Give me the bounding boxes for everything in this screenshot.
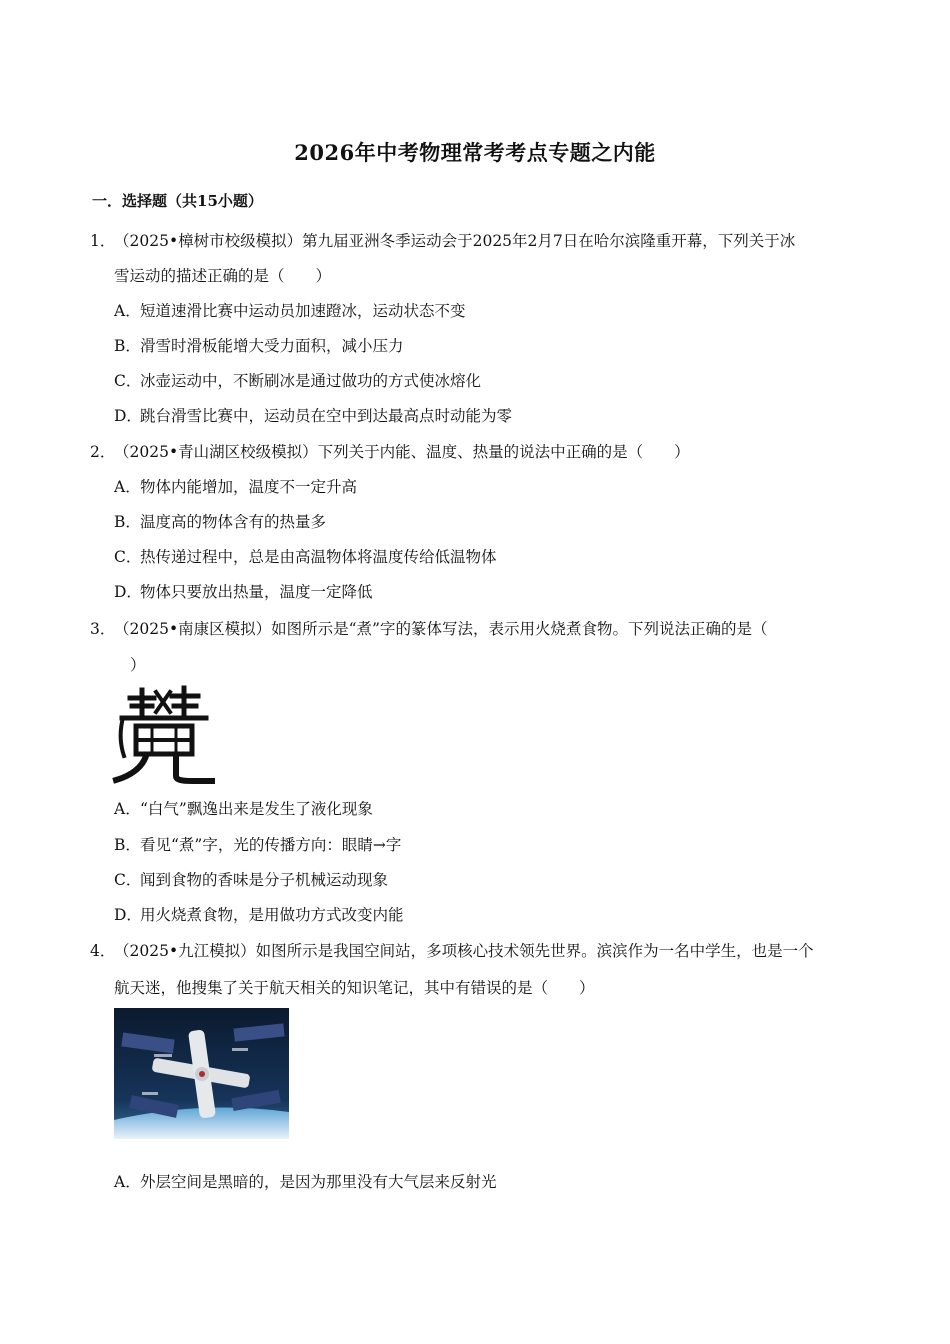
question-2-stem: （2025•青山湖区校级模拟）下列关于内能、温度、热量的说法中正确的是（ ） (114, 443, 690, 461)
question-1-number: 1． (90, 232, 116, 250)
option-text: 物体内能增加，温度不一定升高 (140, 478, 358, 496)
option-label: A． (114, 800, 141, 818)
question-3-option-c (114, 868, 388, 890)
question-2-option-d (114, 580, 373, 602)
question-1-option-b (114, 334, 404, 356)
option-label: A． (114, 478, 141, 496)
option-text: 跳台滑雪比赛中，运动员在空中到达最高点时动能为零 (140, 407, 513, 425)
option-text: 外层空间是黑暗的，是因为那里没有大气层来反射光 (140, 1173, 497, 1191)
option-label: A． (114, 1173, 141, 1191)
option-text: 热传递过程中，总是由高温物体将温度传给低温物体 (140, 548, 497, 566)
option-label: D． (114, 906, 142, 924)
question-4-stem: （2025•九江模拟）如图所示是我国空间站，多项核心技术领先世界。滨滨作为一名中学生，也是一个 (114, 942, 814, 960)
option-text: 冰壶运动中，不断刷冰是通过做功的方式使冰熔化 (140, 372, 482, 390)
question-3-option-b (114, 833, 401, 855)
option-label: A． (114, 302, 141, 320)
space-station-image (114, 1008, 289, 1139)
question-3-stem-cont: ） (130, 656, 146, 674)
option-text: 用火烧煮食物，是用做功方式改变内能 (140, 906, 404, 924)
option-text: 闻到食物的香味是分子机械运动现象 (140, 871, 389, 889)
question-4-option-a (114, 1170, 497, 1192)
question-1-stem: （2025•樟树市校级模拟）第九届亚洲冬季运动会于2025年2月7日在哈尔滨隆重开幕，下列关于冰 (114, 232, 796, 250)
option-label: C． (114, 871, 142, 889)
question-2-option-c (114, 545, 497, 567)
question-1-option-a (114, 299, 466, 321)
option-label: C． (114, 548, 142, 566)
option-label: B． (114, 513, 141, 531)
option-text: 温度高的物体含有的热量多 (140, 513, 327, 531)
option-label: D． (114, 407, 142, 425)
section-heading: 一．选择题（共15小题） (92, 192, 263, 210)
option-label: D． (114, 583, 142, 601)
question-4-number: 4． (90, 942, 116, 960)
question-1-stem-cont: 雪运动的描述正确的是（ ） (114, 267, 332, 285)
question-3-option-d (114, 903, 404, 925)
option-label: C． (114, 372, 142, 390)
question-4-stem-cont: 航天迷，他搜集了关于航天相关的知识笔记，其中有错误的是（ ） (114, 979, 595, 997)
question-2-number: 2． (90, 443, 116, 461)
question-3-number: 3． (90, 620, 116, 638)
option-text: “白气”飘逸出来是发生了液化现象 (140, 800, 373, 818)
question-1-option-c (114, 369, 481, 391)
option-label: B． (114, 836, 141, 854)
question-2-option-a (114, 475, 357, 497)
option-text: 看见“煮”字，光的传播方向：眼睛→字 (140, 836, 402, 854)
question-3-stem: （2025•南康区模拟）如图所示是“煮”字的篆体写法，表示用火烧煮食物。下列说法正确的是（ (114, 620, 768, 638)
question-1-option-d (114, 404, 512, 426)
option-text: 短道速滑比赛中运动员加速蹬冰，运动状态不变 (140, 302, 466, 320)
document-title: 2026年中考物理常考考点专题之内能 (294, 140, 656, 165)
option-text: 滑雪时滑板能增大受力面积，减小压力 (140, 337, 404, 355)
seal-script-character-image (112, 684, 216, 784)
option-label: B． (114, 337, 141, 355)
question-2-option-b (114, 510, 326, 532)
option-text: 物体只要放出热量，温度一定降低 (140, 583, 373, 601)
question-3-option-a (114, 797, 373, 819)
